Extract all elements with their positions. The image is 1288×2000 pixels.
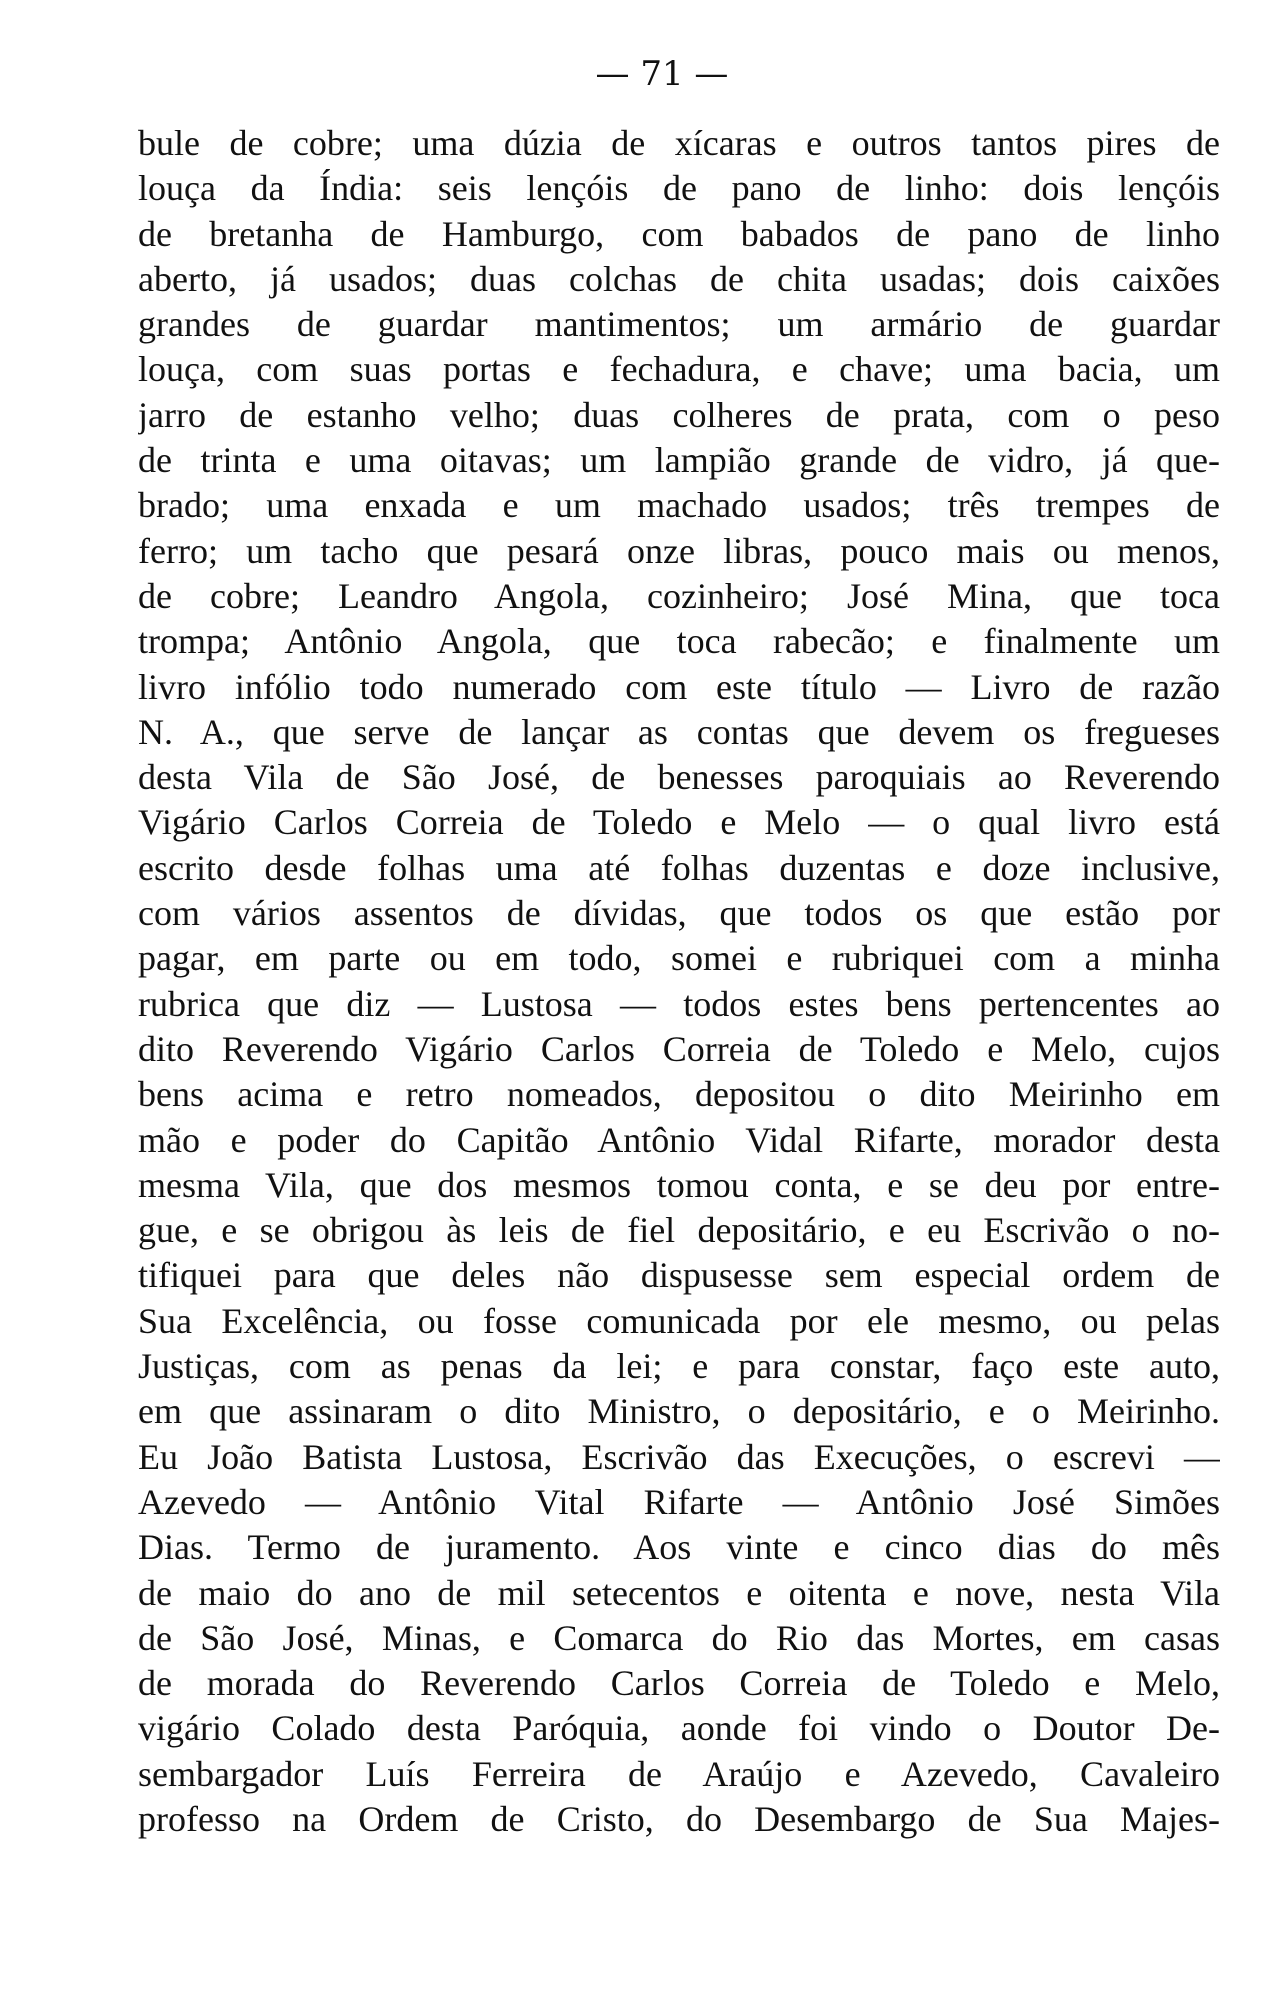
text-line: desta Vila de São José, de benesses paroquiais ao Reverendo: [138, 757, 1220, 798]
text-line: de São José, Minas, e Comarca do Rio das Mortes, em casas: [138, 1617, 1220, 1658]
text-line: bule de cobre; uma dúzia de xícaras e outros tantos pires de: [138, 123, 1220, 163]
text-line: de trinta e uma oitavas; um lampião grande de vidro, já que-: [138, 440, 1220, 481]
text-line: Eu João Batista Lustosa, Escrivão das Execuções, o escrevi —: [138, 1436, 1220, 1477]
text-line: tifiquei para que deles não dispusesse sem especial ordem de: [138, 1255, 1220, 1296]
text-line: Vigário Carlos Correia de Toledo e Melo — o qual livro está: [138, 802, 1220, 843]
text-line: de maio do ano de mil setecentos e oitenta e nove, nesta Vila: [138, 1572, 1220, 1613]
text-line: de bretanha de Hamburgo, com babados de pano de linho: [138, 213, 1220, 254]
page-number: — 71 —: [595, 54, 729, 94]
text-line: Justiças, com as penas da lei; e para constar, faço este auto,: [138, 1346, 1220, 1387]
body-text: [138, 121, 1220, 1842]
text-line: mão e poder do Capitão Antônio Vidal Rifarte, morador desta: [138, 1119, 1220, 1160]
text-line: louça, com suas portas e fechadura, e chave; uma bacia, um: [138, 349, 1220, 390]
text-line: aberto, já usados; duas colchas de chita usadas; dois caixões: [138, 258, 1220, 299]
text-line: de morada do Reverendo Carlos Correia de Toledo e Melo,: [138, 1663, 1220, 1704]
text-line: escrito desde folhas uma até folhas duzentas e doze inclusive,: [138, 847, 1220, 888]
text-line: livro infólio todo numerado com este título — Livro de razão: [138, 666, 1220, 707]
text-line: em que assinaram o dito Ministro, o depositário, e o Meirinho.: [138, 1391, 1220, 1432]
text-line: brado; uma enxada e um machado usados; três trempes de: [138, 485, 1220, 526]
text-line: professo na Ordem de Cristo, do Desembargo de Sua Majes-: [138, 1798, 1220, 1839]
text-line: rubrica que diz — Lustosa — todos estes bens pertencentes ao: [138, 983, 1220, 1024]
text-line: jarro de estanho velho; duas colheres de prata, com o peso: [138, 394, 1220, 435]
text-line: vigário Colado desta Paróquia, aonde foi vindo o Doutor De-: [138, 1708, 1220, 1749]
text-line: N. A., que serve de lançar as contas que devem os fregueses: [138, 711, 1220, 752]
text-line: grandes de guardar mantimentos; um armário de guardar: [138, 304, 1220, 345]
text-line: mesma Vila, que dos mesmos tomou conta, e se deu por entre-: [138, 1164, 1220, 1205]
text-line: dito Reverendo Vigário Carlos Correia de Toledo e Melo, cujos: [138, 1028, 1220, 1069]
text-line: ferro; um tacho que pesará onze libras, pouco mais ou menos,: [138, 530, 1220, 571]
text-line: Azevedo — Antônio Vital Rifarte — Antônio José Simões: [138, 1481, 1220, 1522]
text-line: pagar, em parte ou em todo, somei e rubriquei com a minha: [138, 938, 1220, 979]
text-line: louça da Índia: seis lençóis de pano de linho: dois lençóis: [138, 168, 1220, 209]
text-line: trompa; Antônio Angola, que toca rabecão; e finalmente um: [138, 621, 1220, 662]
text-line: bens acima e retro nomeados, depositou o dito Meirinho em: [138, 1074, 1220, 1115]
text-line: com vários assentos de dívidas, que todos os que estão por: [138, 893, 1220, 934]
text-line: gue, e se obrigou às leis de fiel depositário, e eu Escrivão o no-: [138, 1210, 1220, 1251]
text-line: de cobre; Leandro Angola, cozinheiro; José Mina, que toca: [138, 575, 1220, 616]
text-line: Dias. Termo de juramento. Aos vinte e cinco dias do mês: [138, 1527, 1220, 1568]
text-line: sembargador Luís Ferreira de Araújo e Azevedo, Cavaleiro: [138, 1753, 1220, 1794]
text-line: Sua Excelência, ou fosse comunicada por ele mesmo, ou pelas: [138, 1300, 1220, 1341]
